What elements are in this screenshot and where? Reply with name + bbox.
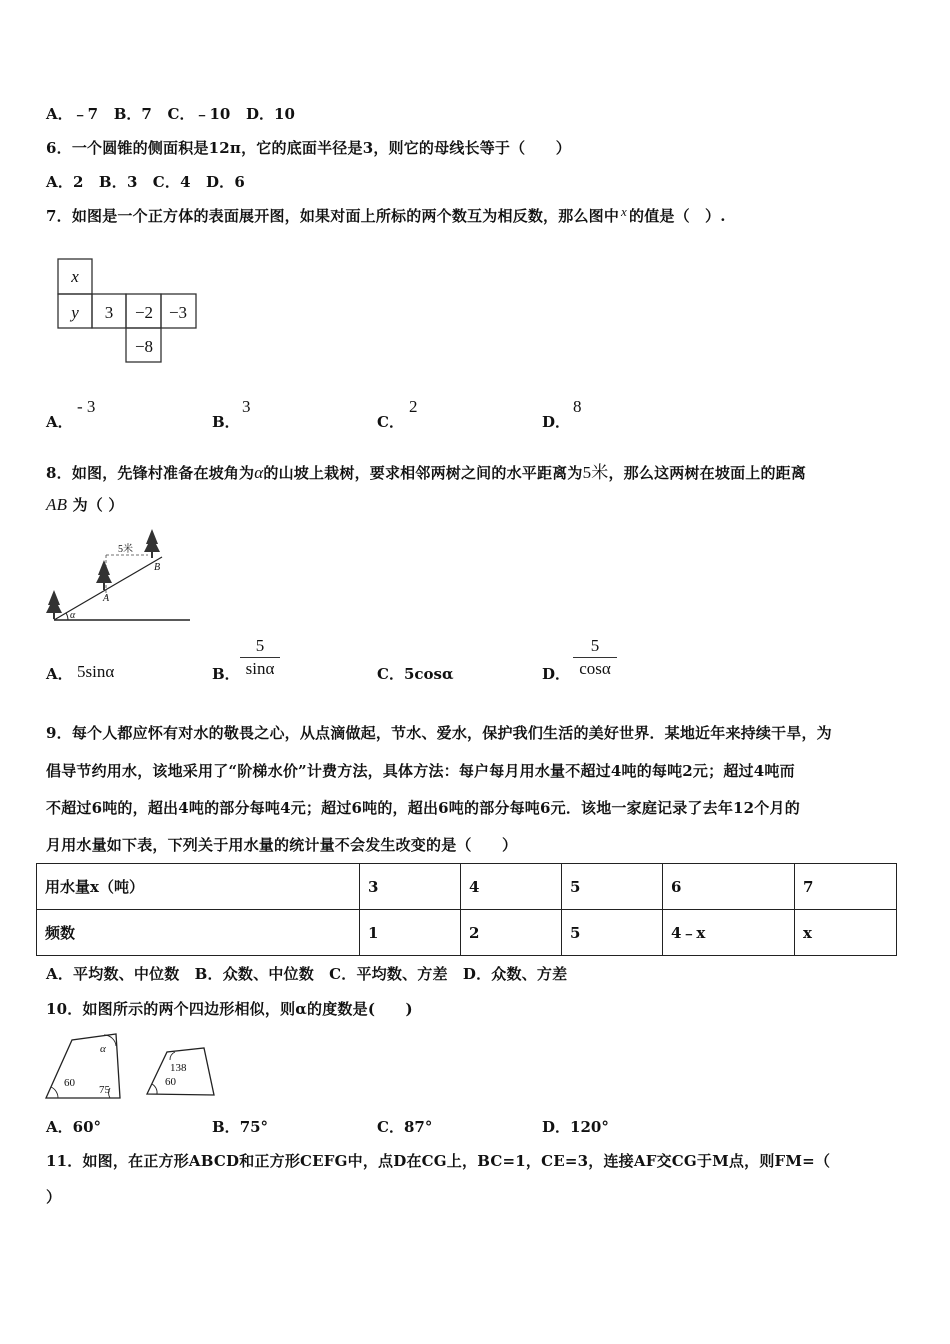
q9-line-3: 不超过6吨的，超出4吨的部分每吨4元；超过6吨的，超出6吨的部分每吨6元．该地一家庭记录了去年12个月的 [46, 799, 800, 817]
q8-option-d-label: D． [542, 665, 571, 683]
q8-option-d-den: cosα [579, 659, 611, 678]
q8-stem-post: ，那么这两树在坡面上的距离 [608, 464, 807, 482]
q8-option-b-den: sinα [245, 659, 275, 678]
q8-option-b-fraction [240, 636, 280, 679]
q8-option-a-label: A． [46, 665, 73, 683]
q8-stem-pre: 8．如图，先锋村准备在坡角为 [46, 464, 255, 482]
q10-option-b-label: B． [212, 1118, 240, 1136]
q8-dist: 5米 [582, 463, 609, 482]
q10-option-b [212, 1116, 268, 1137]
q7-option-c-label: C． [377, 413, 404, 431]
q7-option-d-label: D． [542, 413, 571, 431]
net-cell-y: y [71, 303, 79, 322]
table-row [37, 910, 897, 956]
table-cell: 3 [360, 864, 461, 910]
q8-stem-mid: 的山坡上栽树，要求相邻两树之间的水平距离为 [263, 464, 583, 482]
table-cell: 5 [562, 864, 663, 910]
q10-option-a-value: 60° [72, 1118, 102, 1136]
q7-option-b-value: 3 [242, 397, 251, 416]
table-cell: 用水量x（吨） [37, 864, 360, 910]
quad-angle-60-left: 60 [64, 1077, 75, 1089]
q7-option-c-value: 2 [409, 397, 418, 416]
q11-stem-line1: 11．如图，在正方形ABCD和正方形CEFG中，点D在CG上，BC=1，CE=3，连接AF交CG于M点，则FM=（ [46, 1152, 831, 1170]
q8-ab: AB [46, 495, 68, 514]
q10-option-c [377, 1116, 432, 1137]
q8-option-b-num: 5 [240, 636, 280, 658]
slope-figure [44, 527, 194, 625]
q9-options: A．平均数、中位数 B．众数、中位数 C．平均数、方差 D．众数、方差 [46, 965, 568, 983]
table-cell: 4 [461, 864, 562, 910]
net-cell-neg3: −3 [168, 303, 188, 322]
net-cell-3: 3 [104, 303, 114, 322]
q9-line-1: 9．每个人都应怀有对水的敬畏之心，从点滴做起，节水、爱水，保护我们生活的美好世界．某地近年来持续干旱，为 [46, 724, 832, 742]
q10-option-d-label: D． [542, 1118, 571, 1136]
quad-angle-138: 138 [170, 1062, 187, 1074]
q6-options: A．2 B．3 C．4 D．6 [46, 173, 246, 191]
q7-option-a-label: A． [46, 413, 73, 431]
q10-option-a-label: A． [46, 1118, 73, 1136]
q10-option-c-label: C． [377, 1118, 404, 1136]
q7-option-b-label: B． [212, 413, 240, 431]
quad-angle-60-right: 60 [165, 1076, 176, 1088]
table-cell: 1 [360, 910, 461, 956]
slope-point-b: B [154, 562, 161, 573]
q8-stem-line2-text: 为（ ） [72, 496, 124, 514]
tree-icon [144, 529, 160, 558]
slope-dist-label: 5米 [118, 544, 133, 555]
q5-option-c: C．﹣10 [167, 105, 231, 123]
table-cell: 频数 [37, 910, 360, 956]
q8-alpha: α [254, 463, 264, 482]
table-cell: 2 [461, 910, 562, 956]
q8-option-d-num: 5 [573, 636, 617, 658]
q8-option-b-label: B． [212, 665, 240, 683]
table-cell: 4﹣x [663, 910, 795, 956]
q8-option-c: C．5cosα [377, 665, 454, 683]
q7-stem-post: 的值是（ ）. [629, 207, 726, 225]
net-cell-neg2: −2 [134, 303, 154, 322]
q10-option-d-value: 120° [570, 1118, 609, 1136]
table-row [37, 864, 897, 910]
q10-option-a [46, 1116, 101, 1137]
quadrilaterals-figure [44, 1032, 216, 1100]
quad-alpha: α [100, 1043, 106, 1055]
q7-stem-pre: 7．如图是一个正方体的表面展开图，如果对面上所标的两个数互为相反数，那么图中 [46, 207, 620, 225]
q10-option-b-value: 75° [239, 1118, 269, 1136]
q5-option-b: B．7 [113, 105, 152, 123]
q11-stem-line2: ） [46, 1188, 62, 1206]
q5-option-a: A．﹣7 [46, 105, 99, 123]
q7-var: x [621, 204, 628, 219]
q5-option-d: D．10 [246, 105, 295, 123]
q5-options [46, 103, 295, 124]
quad-angle-75: 75 [99, 1084, 110, 1096]
water-usage-table [36, 863, 897, 956]
cube-net-figure [57, 258, 197, 364]
q10-option-d [542, 1116, 609, 1137]
table-cell: 7 [795, 864, 897, 910]
table-cell: x [795, 910, 897, 956]
q8-stem [46, 458, 806, 483]
table-cell: 6 [663, 864, 795, 910]
net-cell-x: x [71, 267, 79, 286]
q7-option-d-value: 8 [573, 397, 582, 416]
q8-option-a-value: 5sinα [77, 662, 115, 681]
q7-option-a-value: - 3 [77, 397, 96, 416]
q9-line-2: 倡导节约用水，该地采用了“阶梯水价”计费方法，具体方法：每户每月用水量不超过4吨的每吨2元；超过4吨而 [46, 762, 795, 780]
q8-option-d-fraction [573, 636, 617, 679]
slope-angle: α [70, 610, 76, 621]
q6-stem: 6．一个圆锥的侧面积是12π，它的底面半径是3，则它的母线长等于（ ） [46, 139, 571, 157]
q10-option-c-value: 87° [403, 1118, 433, 1136]
net-cell-neg8: −8 [134, 337, 154, 356]
tree-icon [46, 590, 62, 619]
tree-icon [96, 560, 112, 590]
table-cell: 5 [562, 910, 663, 956]
q7-stem [46, 205, 726, 226]
q10-stem: 10．如图所示的两个四边形相似，则α的度数是( ) [46, 1000, 413, 1018]
q9-line-4: 月用水量如下表，下列关于用水量的统计量不会发生改变的是（ ） [46, 836, 518, 854]
q8-stem-line2 [46, 494, 124, 515]
slope-point-a: A [103, 593, 110, 604]
